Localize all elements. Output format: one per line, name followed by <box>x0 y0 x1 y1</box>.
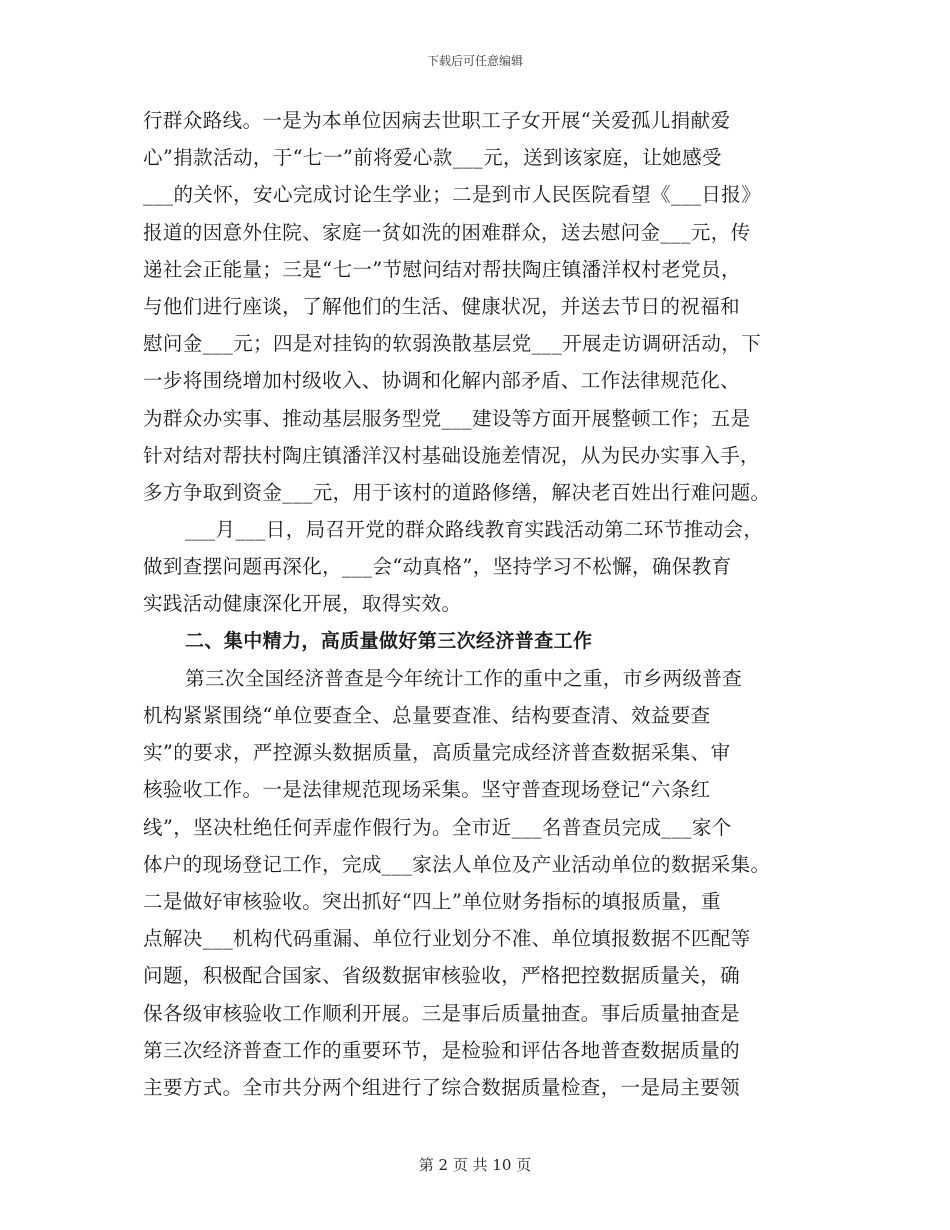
text-line: 慰问金___元；四是对挂钩的软弱涣散基层党___开展走访调研活动，下 <box>143 332 762 356</box>
text-line: 递社会正能量；三是“七一”节慰问结对帮扶陶庄镇潘洋权村老党员， <box>143 257 741 281</box>
text-line: 机构紧紧围绕“单位要查全、总量要查准、结构要查清、效益要查 <box>143 704 711 727</box>
text-line: 心”捐款活动，于“七一”前将爱心款___元，送到该家庭，让她感受 <box>143 146 722 170</box>
page-header: 下载后可任意编辑 <box>426 54 523 68</box>
text-line: 针对结对帮扶村陶庄镇潘洋汉村基础设施差情况，从为民办实事入手， <box>143 443 760 467</box>
text-line: ___的关怀，安心完成讨论生学业；二是到市人民医院看望《___日报》 <box>143 183 762 207</box>
text-line: 与他们进行座谈，了解他们的生活、健康状况，并送去节日的祝福和 <box>143 294 741 318</box>
text-line: 实践活动健康深化开展，取得实效。 <box>143 592 462 616</box>
text-line: 一步将围绕增加村级收入、协调和化解内部矛盾、工作法律规范化、 <box>143 369 741 393</box>
paragraph-start-line: 第三次全国经济普查是今年统计工作的重中之重，市乡两级普查 <box>185 666 743 690</box>
text-line: 问题，积极配合国家、省级数据审核验收，严格把控数据质量关，确 <box>143 964 741 988</box>
text-line: 体户的现场登记工作，完成___家法人单位及产业活动单位的数据采集。 <box>143 852 771 876</box>
paragraph-start-line: ___月___日，局召开党的群众路线教育实践活动第二环节推动会， <box>185 518 764 542</box>
text-line: 保各级审核验收工作顺利开展。三是事后质量抽查。事后质量抽查是 <box>143 1001 741 1025</box>
text-line: 核验收工作。一是法律规范现场采集。坚守普查现场登记“六条红 <box>143 778 711 802</box>
text-line: 第三次经济普查工作的重要环节，是检验和评估各地普查数据质量的 <box>143 1038 741 1062</box>
text-line: 为群众办实事、推动基层服务型党___建设等方面开展整顿工作；五是 <box>143 406 751 430</box>
text-line: 行群众路线。一是为本单位因病去世职工子女开展“关爱孤儿捐献爱 <box>143 109 731 132</box>
text-line: 线”，坚决杜绝任何弄虚作假行为。全市近___名普查员完成___家个 <box>143 815 732 839</box>
text-line: 做到查摆问题再深化，___会“动真格”，坚持学习不松懈，确保教育 <box>143 555 732 579</box>
text-line: 多方争取到资金___元，用于该村的道路修缮，解决老百姓出行难问题。 <box>143 480 771 504</box>
text-line: 实”的要求，严控源头数据质量，高质量完成经济普查数据采集、审 <box>143 741 731 765</box>
text-line: 报道的因意外住院、家庭一贫如洗的困难群众，送去慰问金___元，传 <box>143 220 751 244</box>
text-line: 点解决___机构代码重漏、单位行业划分不准、单位填报数据不匹配等 <box>143 927 751 951</box>
document-body <box>143 102 823 1106</box>
text-line: 二是做好审核验收。突出抓好“四上”单位财务指标的填报质量，重 <box>143 889 721 913</box>
page-footer: 第 2 页 共 10 页 <box>418 1156 532 1174</box>
section-heading: 二、集中精力，高质量做好第三次经济普查工作 <box>185 629 593 652</box>
text-line: 主要方式。全市共分两个组进行了综合数据质量检查，一是局主要领 <box>143 1075 741 1099</box>
